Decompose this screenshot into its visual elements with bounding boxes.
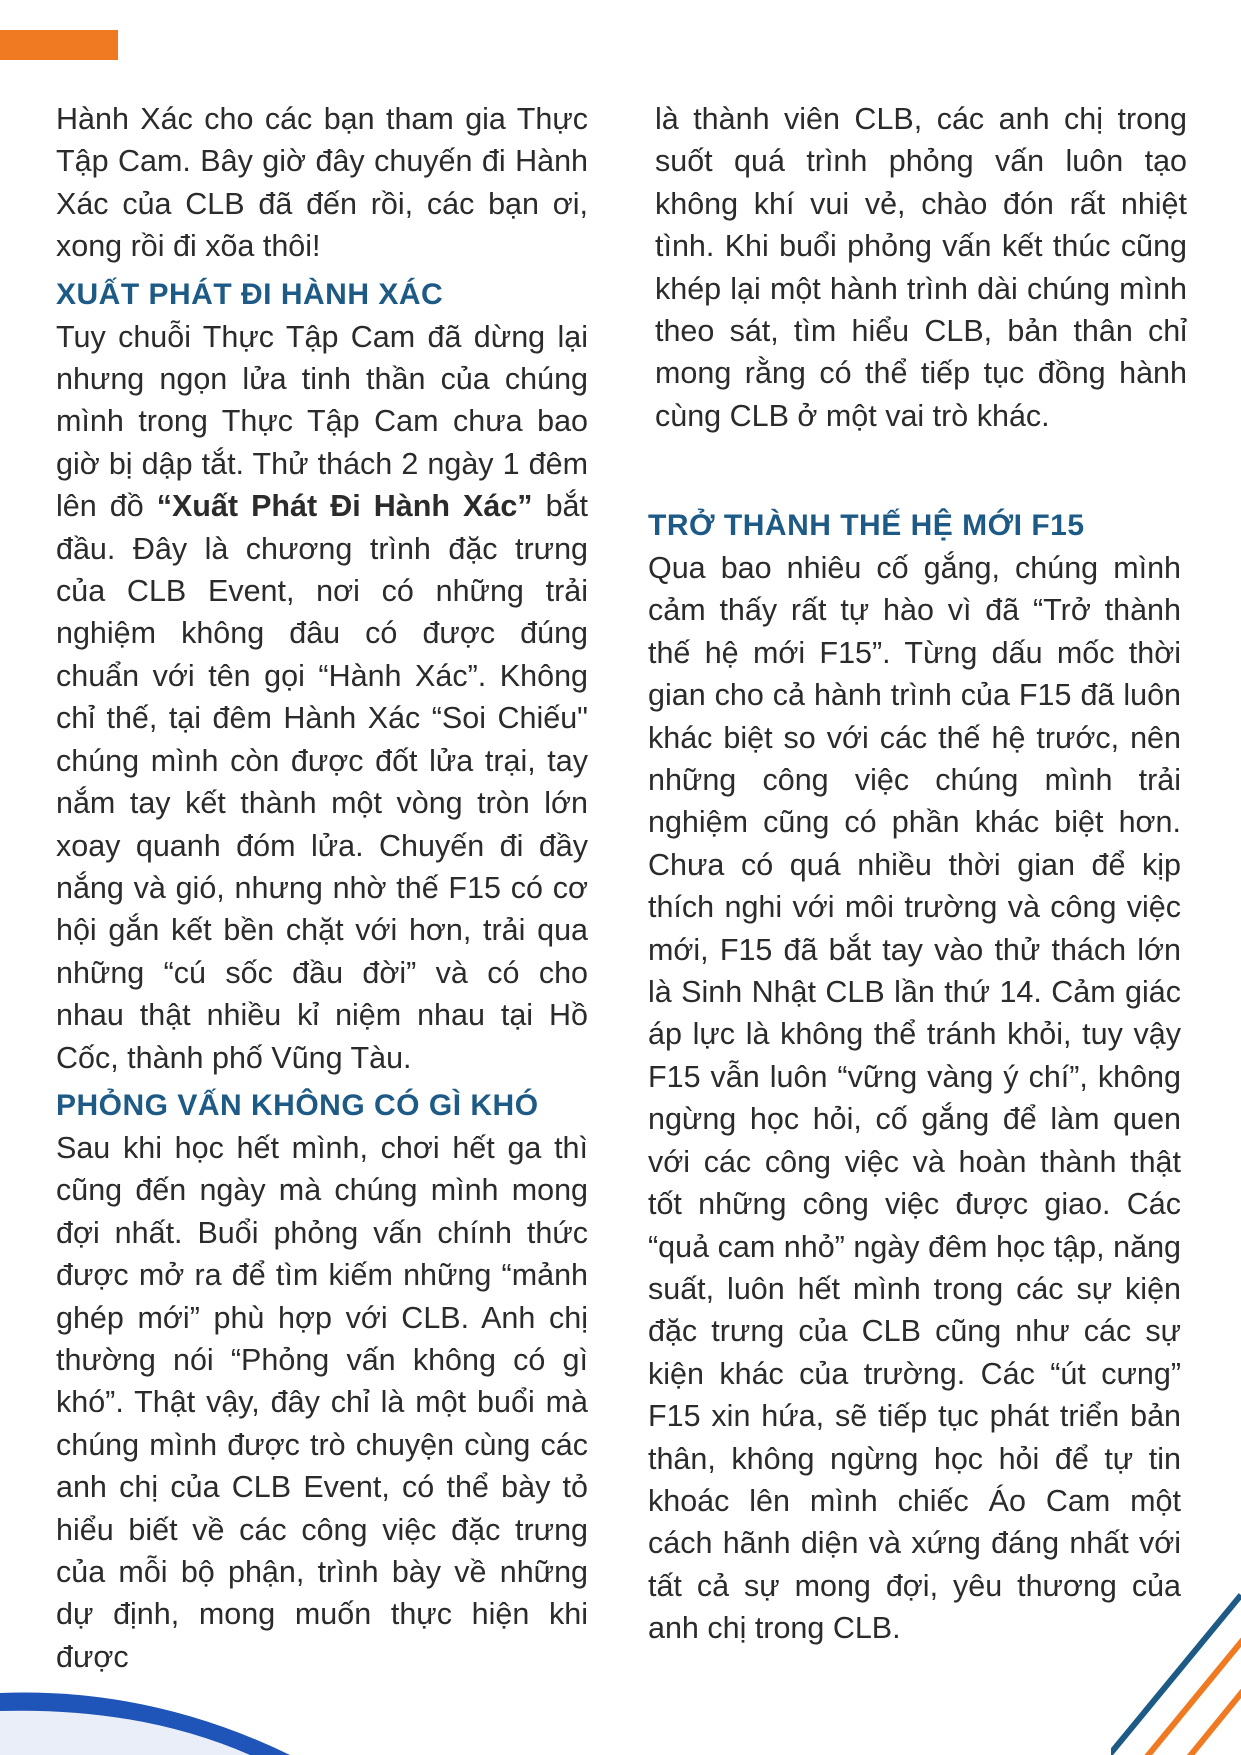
f15-paragraph: Qua bao nhiêu cố gắng, chúng mình cảm thấy rất tự hào vì đã “Trở thành thế hệ mới F15”. Từng dấu mốc thời gian cho cả hành trình của F15 đã luôn khác biệt so với các thế hệ trước, nên những công việc chúng mình trải nghiệm cũng có phần khác biệt hơn. Chưa có quá nhiều thời gian để kịp thích nghi với môi trường và công việc mới, F15 đã bắt tay vào thử thách lớn là Sinh Nhật CLB lần thứ 14. Cảm giác áp lực là không thể tránh khỏi, tuy vậy F15 vẫn luôn “vững vàng ý chí”, không ngừng học hỏi, cố gắng để làm quen với các công việc và hoàn thành thật tốt những công việc được giao. Các “quả cam nhỏ” ngày đêm học tập, năng suất, luôn hết mình trong các sự kiện đặc trưng của CLB cũng như các sự kiện khác của trường. Các “út cưng” F15 xin hứa, sẽ tiếp tục phát triển bản thân, không ngừng học hỏi để tự tin khoác lên mình chiếc Áo Cam một cách hãnh diện và xứng đáng nhất với tất cả sự mong đợi, yêu thương của anh chị trong CLB. (648, 551, 1181, 1646)
phong-van-paragraph: Sau khi học hết mình, chơi hết ga thì cũng đến ngày mà chúng mình mong đợi nhất. Buổi phỏng vấn chính thức được mở ra để tìm kiếm những “mảnh ghép mới” phù hợp với CLB. Anh chị thường nói “Phỏng vấn không có gì khó”. Thật vậy, đây chỉ là một buổi mà chúng mình được trò chuyện cùng các anh chị của CLB Event, có thể bày tỏ hiểu biết về các công việc đặc trưng của mỗi bộ phận, trình bày về những dự định, mong muốn thực hiện khi được (56, 1130, 588, 1674)
right-column-top (655, 98, 1187, 437)
heading-xuat-phat: XUẤT PHÁT ĐI HÀNH XÁC (56, 277, 444, 311)
bottom-left-wave-decoration (0, 1675, 300, 1755)
left-column (56, 98, 588, 1678)
xuat-phat-text-before: Tuy chuỗi Thực Tập Cam đã dừng lại nhưng ngọn lửa tinh thần của chúng mình trong Thực Tập Cam chưa bao giờ bị dập tắt. Thử thách 2 ngày 1 đêm lên đồ (56, 319, 588, 524)
xuat-phat-bold-title: “Xuất Phát Đi Hành Xác” (156, 489, 533, 524)
bottom-right-stripes-decoration (1111, 1535, 1241, 1755)
top-accent-bar (0, 30, 118, 60)
right-column-bottom (648, 505, 1181, 1650)
intro-paragraph: Hành Xác cho các bạn tham gia Thực Tập Cam. Bây giờ đây chuyến đi Hành Xác của CLB đã đến rồi, các bạn ơi, xong rồi đi xõa thôi! (56, 102, 588, 264)
heading-f15: TRỞ THÀNH THẾ HỆ MỚI F15 (648, 509, 1085, 542)
phong-van-continuation: là thành viên CLB, các anh chị trong suốt quá trình phỏng vấn luôn tạo không khí vui vẻ, chào đón rất nhiệt tình. Khi buổi phỏng vấn kết thúc cũng khép lại một hành trình dài chúng mình theo sát, tìm hiểu CLB, bản thân chỉ mong rằng có thể tiếp tục đồng hành cùng CLB ở một vai trò khác. (655, 102, 1187, 433)
xuat-phat-paragraph (56, 316, 588, 1079)
xuat-phat-text-after: bắt đầu. Đây là chương trình đặc trưng của CLB Event, nơi có những trải nghiệm không đâu có được đúng chuẩn với tên gọi “Hành Xác”. Không chỉ thế, tại đêm Hành Xác “Soi Chiếu" chúng mình còn được đốt lửa trại, tay nắm tay kết thành một vòng tròn lớn xoay quanh đóm lửa. Chuyến đi đầy nắng và gió, nhưng nhờ thế F15 có cơ hội gắn kết bền chặt với hơn, trải qua những “cú sốc đầu đời” và có cho nhau thật nhiều kỉ niệm nhau tại Hồ Cốc, thành phố Vũng Tàu. (56, 489, 588, 1075)
heading-phong-van: PHỎNG VẤN KHÔNG CÓ GÌ KHÓ (56, 1088, 539, 1122)
